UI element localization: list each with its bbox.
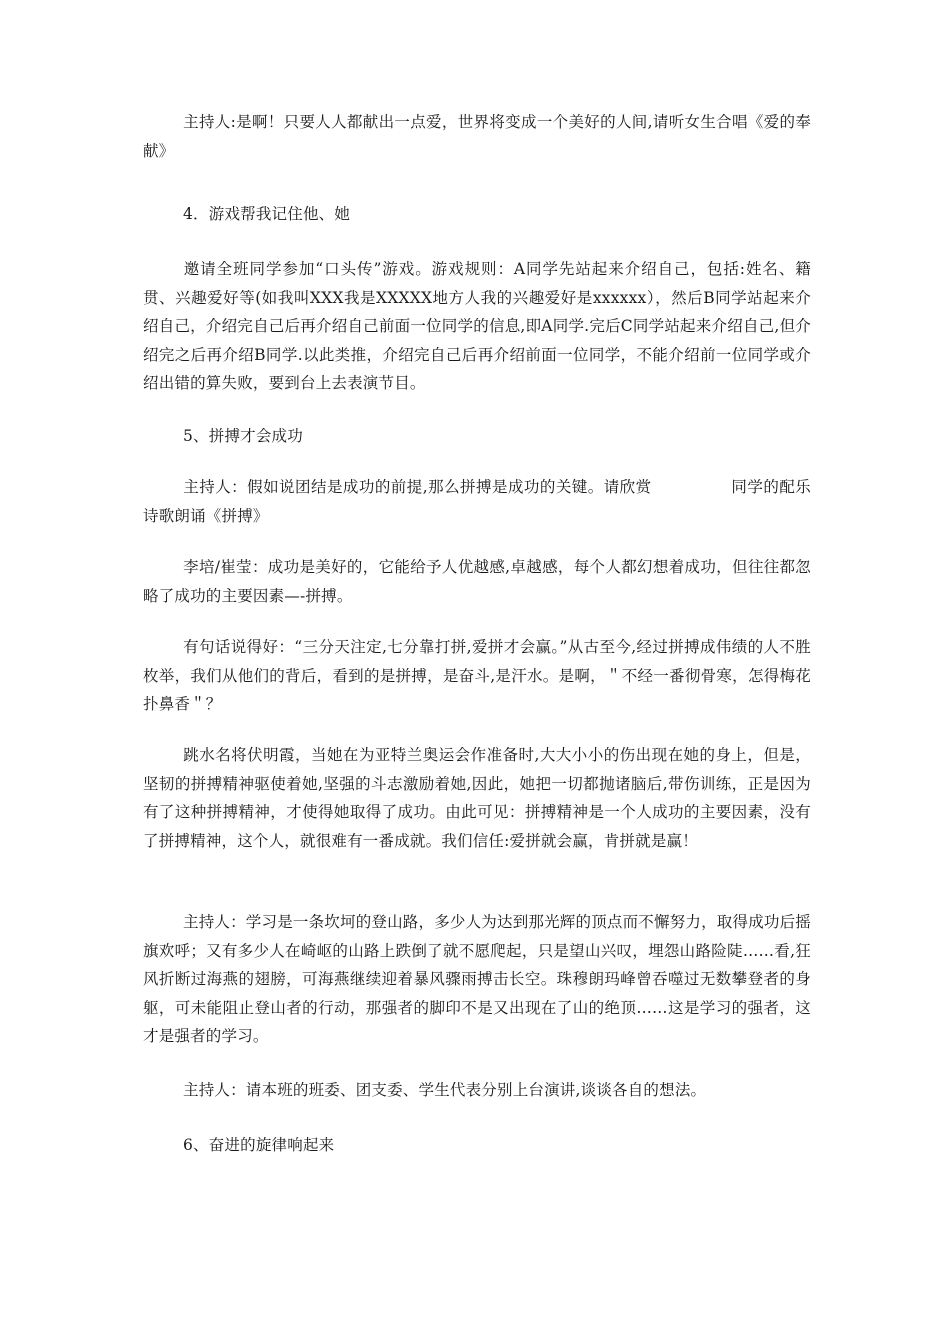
paragraph-saying: 有句话说得好：“三分天注定,七分靠打拼,爱拼才会赢。”从古至今,经过拼搏成伟绩的人不胜枚举，我们从他们的背后，看到的是拼搏，是奋斗,是汗水。是啊，＂不经一番彻骨寒，怎得梅花扑鼻香＂？ — [143, 638, 811, 713]
paragraph-li-cui-success: 李培/崔莹：成功是美好的，它能给予人优越感,卓越感，每个人都幻想着成功，但往往都忽略了成功的主要因素—-拼搏。 — [143, 558, 811, 605]
section-heading-4: 4．游戏帮我记住他、她 — [183, 205, 351, 223]
paragraph-host-striving: 主持人：假如说团结是成功的前提,那么拼搏是成功的关键。请欣赏 同学的配乐诗歌朗诵《拼搏》 — [143, 478, 811, 525]
section-heading-6: 6、奋进的旋律响起来 — [183, 1136, 335, 1154]
paragraph-host-speeches: 主持人：请本班的班委、团支委、学生代表分别上台演讲,谈谈各自的想法。 — [183, 1081, 707, 1099]
paragraph-host-love-song: 主持人:是啊！只要人人都献出一点爱，世界将变成一个美好的人间,请听女生合唱《爱的奉献》 — [143, 113, 811, 160]
paragraph-fu-mingxia: 跳水名将伏明霞，当她在为亚特兰奥运会作准备时,大大小小的伤出现在她的身上，但是，坚韧的拼搏精神驱使着她,坚强的斗志激励着她,因此，她把一切都抛诸脑后,带伤训练，正是因为有了这种拼搏精神，才使得她取得了成功。由此可见：拼搏精神是一个人成功的主要因素，没有了拼搏精神，这个人，就很难有一番成就。我们信任:爱拼就会赢，肯拼就是赢！ — [143, 746, 811, 850]
paragraph-host-learning: 主持人：学习是一条坎坷的登山路，多少人为达到那光辉的顶点而不懈努力，取得成功后摇旗欢呼；又有多少人在崎岖的山路上跌倒了就不愿爬起，只是望山兴叹，埋怨山路险陡……看,狂风折断过海燕的翅膀，可海燕继续迎着暴风骤雨搏击长空。珠穆朗玛峰曾吞噬过无数攀登者的身躯，可未能阻止登山者的行动，那强者的脚印不是又出现在了山的绝顶……这是学习的强者，这才是强者的学习。 — [143, 913, 812, 1045]
section-heading-5: 5、拼搏才会成功 — [183, 427, 303, 445]
paragraph-game-rules: 邀请全班同学参加“口头传”游戏。游戏规则：A同学先站起来介绍自己，包括:姓名、籍贯、兴趣爱好等(如我叫XXX我是XXXXX地方人我的兴趣爱好是xxxxxx），然后B同学站起来介绍自己，介绍完自己后再介绍自己前面一位同学的信息,即A同学.完后C同学站起来介绍自己,但介绍完之后再介绍B同学.以此类推，介绍完自己后再介绍前面一位同学，不能介绍前一位同学或介绍出错的算失败，要到台上去表演节目。 — [143, 260, 811, 392]
